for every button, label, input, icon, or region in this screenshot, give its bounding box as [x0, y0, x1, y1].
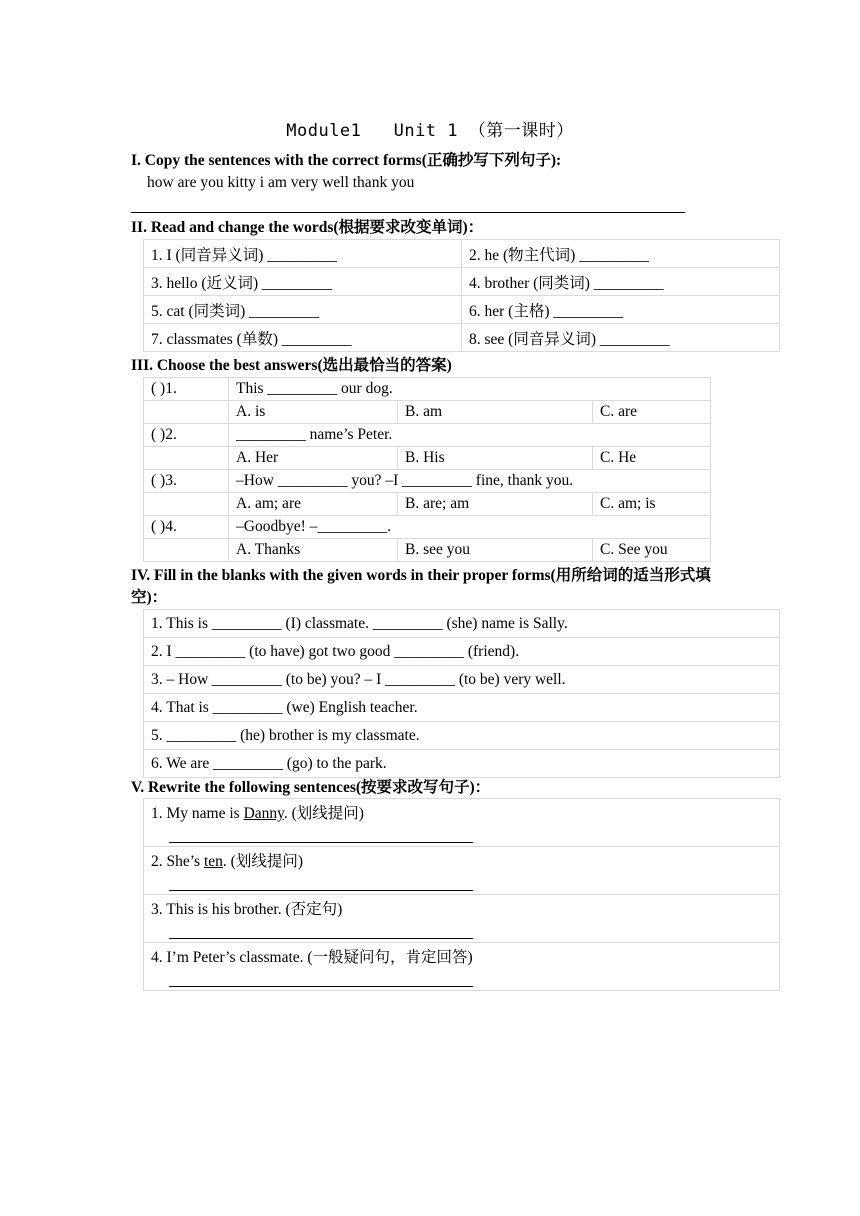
option-c: C. See you: [593, 539, 711, 562]
table-row: [144, 847, 780, 895]
section-1-sentence: how are you kitty i am very well thank you: [147, 174, 415, 191]
table-row: [144, 268, 780, 296]
table-row: [144, 895, 780, 943]
rewrite-item: [144, 943, 780, 991]
question-number: ( )1.: [144, 378, 229, 401]
options-row: [144, 539, 711, 562]
section-5-heading: V. Rewrite the following sentences(按要求改写句子)：: [131, 779, 491, 796]
options-row: [144, 447, 711, 470]
rewrite-item: [144, 895, 780, 943]
item-text: 1. My name is: [151, 805, 244, 822]
word-change-table: [143, 239, 780, 352]
word-item: 6. her (主格) _________: [462, 296, 780, 324]
answer-line: [169, 824, 473, 843]
rewrite-item: [144, 799, 780, 847]
page-title: Module1 Unit 1 （第一课时）: [286, 121, 574, 141]
table-row: [144, 722, 780, 750]
item-text: 2. She’s: [151, 853, 204, 870]
question-row: [144, 470, 711, 493]
multiple-choice-table: [143, 377, 711, 562]
question-stem: _________ name’s Peter.: [229, 424, 711, 447]
option-a: A. is: [229, 401, 398, 424]
option-c: C. am; is: [593, 493, 711, 516]
underlined-word: ten: [203, 853, 223, 870]
word-item: 4. brother (同类词) _________: [462, 268, 780, 296]
table-row: [144, 240, 780, 268]
question-stem: –How _________ you? –I _________ fine, thank you.: [229, 470, 711, 493]
word-item: 2. he (物主代词) _________: [462, 240, 780, 268]
underlined-word: Danny: [243, 805, 284, 822]
option-a: A. Her: [229, 447, 398, 470]
fill-blank-table: [143, 609, 780, 778]
table-row: [144, 799, 780, 847]
question-number: ( )2.: [144, 424, 229, 447]
options-row: [144, 401, 711, 424]
option-a: A. am; are: [229, 493, 398, 516]
word-item: 3. hello (近义词) _________: [144, 268, 462, 296]
table-row: [144, 638, 780, 666]
answer-line: [169, 872, 473, 891]
word-item: 1. I (同音异义词) _________: [144, 240, 462, 268]
word-item: 5. cat (同类词) _________: [144, 296, 462, 324]
fill-item: 4. That is _________ (we) English teacher.: [144, 694, 780, 722]
item-text: 4. I’m Peter’s classmate. (一般疑问句，肯定回答): [151, 949, 473, 966]
option-c: C. He: [593, 447, 711, 470]
question-number: ( )4.: [144, 516, 229, 539]
table-row: [144, 296, 780, 324]
rewrite-table: [143, 798, 780, 991]
answer-line: [169, 968, 473, 987]
question-row: [144, 516, 711, 539]
rewrite-item: [144, 847, 780, 895]
word-item: 8. see (同音异义词) _________: [462, 324, 780, 352]
item-text: . (划线提问): [283, 805, 364, 822]
fill-item: 5. _________ (he) brother is my classmate.: [144, 722, 780, 750]
item-text: 3. This is his brother. (否定句): [151, 901, 343, 918]
table-row: [144, 610, 780, 638]
table-row: [144, 943, 780, 991]
question-number: ( )3.: [144, 470, 229, 493]
option-b: B. see you: [398, 539, 593, 562]
section-1-heading: I. Copy the sentences with the correct forms(正确抄写下列句子):: [131, 152, 562, 169]
question-row: [144, 424, 711, 447]
option-a: A. Thanks: [229, 539, 398, 562]
answer-line: [131, 212, 685, 213]
option-b: B. His: [398, 447, 593, 470]
word-item: 7. classmates (单数) _________: [144, 324, 462, 352]
question-stem: –Goodbye! –_________.: [229, 516, 711, 539]
question-row: [144, 378, 711, 401]
table-row: [144, 324, 780, 352]
section-4-heading: IV. Fill in the blanks with the given words in their proper forms(用所给词的适当形式填空)：: [131, 567, 711, 606]
fill-item: 3. – How _________ (to be) you? – I _________ (to be) very well.: [144, 666, 780, 694]
option-b: B. am: [398, 401, 593, 424]
section-2-heading: II. Read and change the words(根据要求改变单词)：: [131, 219, 484, 236]
answer-line: [169, 920, 473, 939]
fill-item: 2. I _________ (to have) got two good _________ (friend).: [144, 638, 780, 666]
table-row: [144, 694, 780, 722]
option-b: B. are; am: [398, 493, 593, 516]
fill-item: 6. We are _________ (go) to the park.: [144, 750, 780, 778]
options-row: [144, 493, 711, 516]
question-stem: This _________ our dog.: [229, 378, 711, 401]
table-row: [144, 750, 780, 778]
option-c: C. are: [593, 401, 711, 424]
fill-item: 1. This is _________ (I) classmate. _________ (she) name is Sally.: [144, 610, 780, 638]
table-row: [144, 666, 780, 694]
section-3-heading: III. Choose the best answers(选出最恰当的答案): [131, 357, 452, 374]
item-text: . (划线提问): [222, 853, 303, 870]
